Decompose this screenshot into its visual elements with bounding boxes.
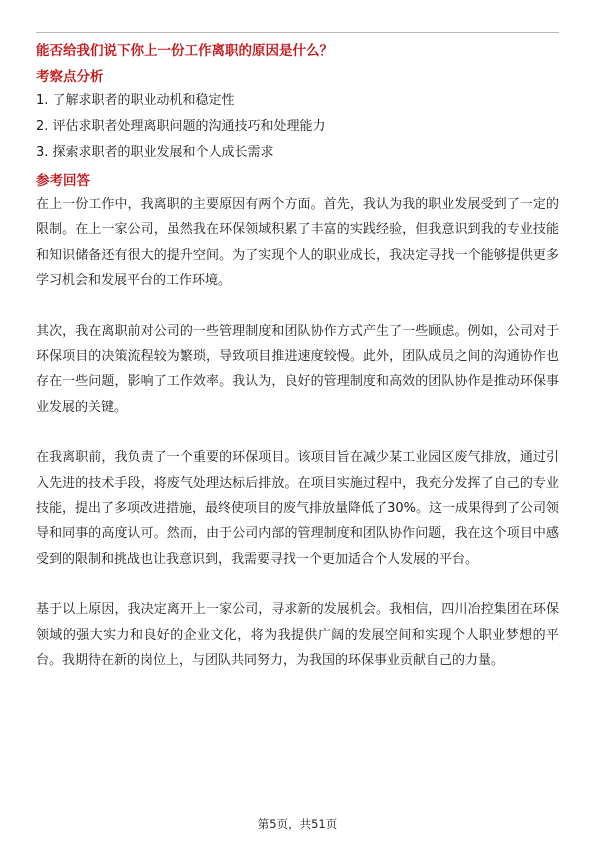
analysis-list <box>36 88 559 166</box>
question-title: 能否给我们说下你上一份工作离职的原因是什么？ <box>36 43 333 59</box>
answer-paragraph: 其次，我在离职前对公司的一些管理制度和团队协作方式产生了一些顾虑。例如，公司对于环保项目的决策流程较为繁琐，导致项目推进速度较慢。此外，团队成员之间的沟通协作也存在一些问题，影响了工作效率。我认为，良好的管理制度和高效的团队协作是推动环保事业发展的关键。 <box>36 323 559 415</box>
page-number: 第5页，共51页 <box>257 817 338 831</box>
answer-body <box>36 192 559 674</box>
paragraph-spacer <box>36 572 559 597</box>
document-body <box>36 40 559 674</box>
answer-paragraph: 在我离职前，我负责了一个重要的环保项目。该项目旨在减少某工业园区废气排放，通过引入先进的技术手段，将废气处理达标后排放。在项目实施过程中，我充分发挥了自己的专业技能，提出了多项改进措施，最终使项目的废气排放量降低了30%。这一成果得到了公司领导和同事的高度认可。然而，由于公司内部的管理制度和团队协作问题，我在这个项目中感受到的限制和挑战也让我意识到，我需要寻找一个更加适合个人发展的平台。 <box>36 450 559 567</box>
answer-heading: 参考回答 <box>36 173 90 189</box>
analysis-point: 1. 了解求职者的职业动机和稳定性 <box>36 93 235 108</box>
header-divider <box>36 32 559 33</box>
answer-paragraph: 在上一份工作中，我离职的主要原因有两个方面。首先，我认为我的职业发展受到了一定的限制。在上一家公司，虽然我在环保领域积累了丰富的实践经验，但我意识到我的专业技能和知识储备还有很大的提升空间。为了实现个人的职业成长，我决定寻找一个能够提供更多学习机会和发展平台的工作环境。 <box>36 197 559 289</box>
analysis-point: 3. 探索求职者的职业发展和个人成长需求 <box>36 145 274 160</box>
paragraph-spacer <box>36 294 559 319</box>
analysis-heading: 考察点分析 <box>36 69 104 85</box>
answer-paragraph: 基于以上原因，我决定离开上一家公司，寻求新的发展机会。我相信，四川冶控集团在环保领域的强大实力和良好的企业文化，将为我提供广阔的发展空间和实现个人职业梦想的平台。我期待在新的岗位上，与团队共同努力，为我国的环保事业贡献自己的力量。 <box>36 602 559 669</box>
paragraph-spacer <box>36 420 559 445</box>
analysis-point: 2. 评估求职者处理离职问题的沟通技巧和处理能力 <box>36 119 326 134</box>
